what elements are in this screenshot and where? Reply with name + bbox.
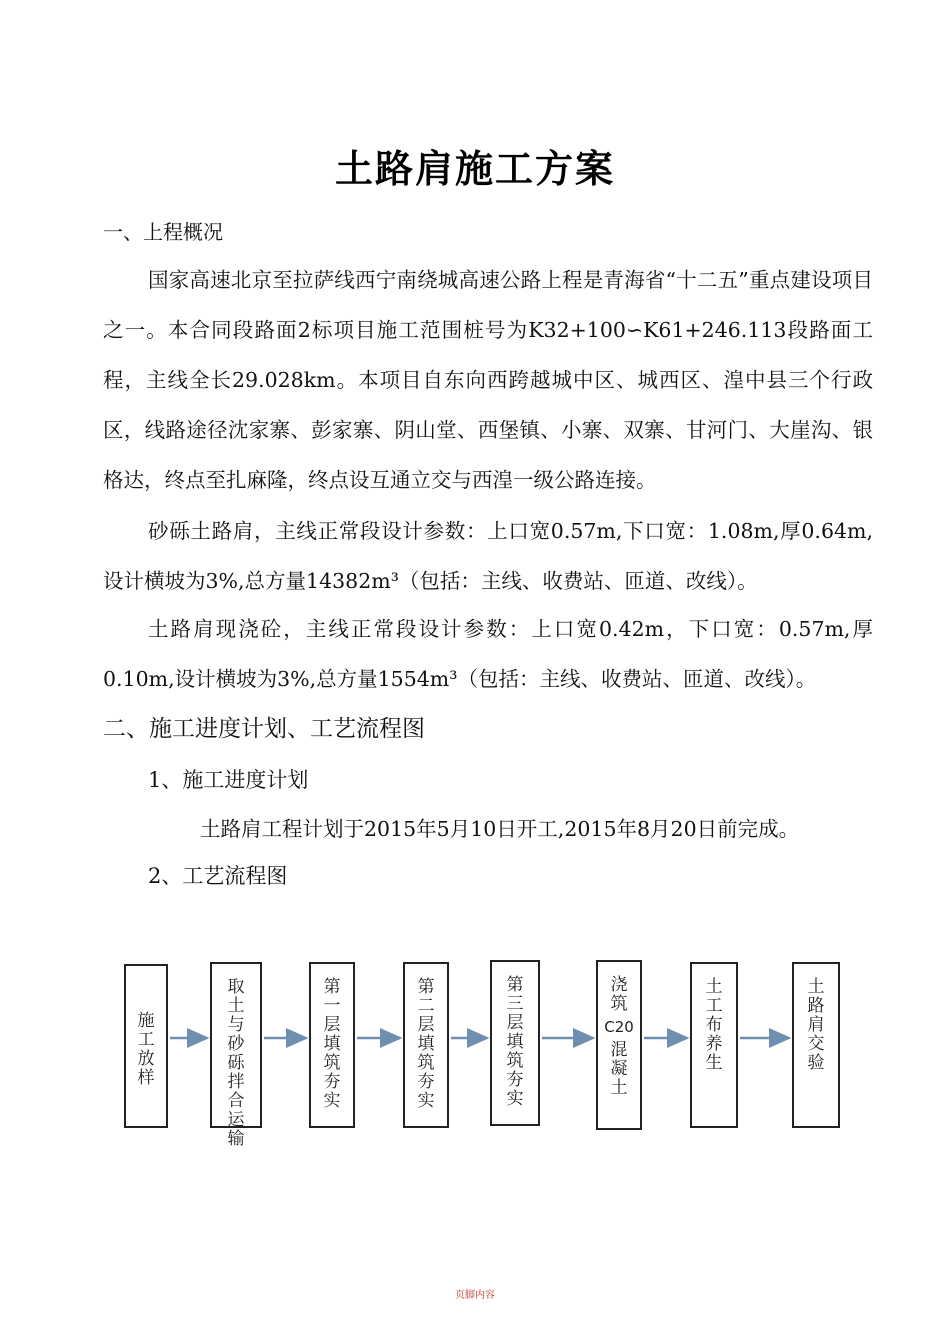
flow-step-7-char: 布 <box>705 1015 723 1035</box>
schedule-text: 土路肩工程计划于2015年5月10日开工,2015年8月20日前完成。 <box>200 817 800 841</box>
flow-step-4-char: 实 <box>417 1091 435 1111</box>
subsection1-heading: 1、施工进度计划 <box>148 768 309 792</box>
flow-step-2-char: 砂 <box>227 1034 245 1054</box>
section1-paragraph-1: 国家高速北京至拉萨线西宁南绕城高速公路上程是青海省“十二五”重点建设项目之一。本合同段路面2标项目施工范围桩号为K32+100∽K61+246.113段路面工程，主线全长29.028km。本项目自东向西跨越城中区、城西区、湟中县三个行政区，线路途径沈家寨、彭家寨、阴山堂、西堡镇、小寨、双寨、甘河门、大崖沟、银格达，终点至扎麻隆，终点设互通立交与西湟一级公路连接。 <box>103 268 873 492</box>
flow-step-7-char: 生 <box>705 1053 723 1073</box>
section1-paragraph-2: 砂砾土路肩，主线正常段设计参数：上口宽0.57m,下口宽：1.08m,厚0.64m,设计横坡为3%,总方量14382m³（包括：主线、收费站、匝道、改线）。 <box>103 519 873 593</box>
flow-step-3-char: 筑 <box>323 1053 341 1073</box>
page-footer: 页脚内容 <box>455 1290 495 1301</box>
flow-step-6-char: 土 <box>610 1078 628 1098</box>
flow-step-3-char: 层 <box>323 1015 341 1035</box>
subsection2-heading: 2、工艺流程图 <box>148 864 288 888</box>
flow-step-5-char: 层 <box>506 1013 524 1033</box>
flow-step-3-char: 实 <box>323 1091 341 1111</box>
process-flowchart <box>0 940 950 1150</box>
flow-step-6-char: 筑 <box>610 994 628 1014</box>
flow-step-2-char: 取 <box>227 977 245 997</box>
flow-step-2-char: 拌 <box>227 1072 245 1092</box>
flow-step-4 <box>403 962 449 1128</box>
flow-step-8 <box>792 962 840 1128</box>
flow-step-2-char: 砾 <box>227 1053 245 1073</box>
flow-step-8-char: 交 <box>807 1034 825 1054</box>
flow-step-4-char: 层 <box>417 1015 435 1035</box>
section1-heading: 一、上程概况 <box>103 220 223 244</box>
flow-step-2-char: 与 <box>227 1015 245 1035</box>
flow-step-1-char: 放 <box>137 1049 155 1069</box>
flow-step-3 <box>309 962 355 1128</box>
flow-step-3-char: 夯 <box>323 1072 341 1092</box>
flow-step-6-char: 浇 <box>610 975 628 995</box>
flow-step-2-char: 土 <box>227 996 245 1016</box>
section2-heading: 二、施工进度计划、工艺流程图 <box>103 716 425 742</box>
flow-step-5-char: 实 <box>506 1089 524 1109</box>
flow-step-4-char: 筑 <box>417 1053 435 1073</box>
flow-step-4-char: 第 <box>417 977 435 997</box>
flow-step-1 <box>124 964 168 1128</box>
flow-step-5-char: 筑 <box>506 1051 524 1071</box>
flow-step-6-char: 凝 <box>610 1059 628 1079</box>
flow-step-4-char: 填 <box>417 1034 435 1054</box>
flow-step-4-char: 夯 <box>417 1072 435 1092</box>
flow-step-6-char: 混 <box>610 1040 628 1060</box>
flow-step-5-char: 夯 <box>506 1070 524 1090</box>
flow-step-2-char: 合 <box>227 1091 245 1111</box>
flow-step-8-char: 肩 <box>807 1015 825 1035</box>
flow-step-5-char: 第 <box>506 975 524 995</box>
flow-step-4-char: 二 <box>417 996 435 1016</box>
flow-step-3-char: 填 <box>323 1034 341 1054</box>
flow-step-5-char: 填 <box>506 1032 524 1052</box>
flow-step-7 <box>690 962 738 1128</box>
flow-step-5-char: 三 <box>506 994 524 1014</box>
flow-step-7-char: 土 <box>705 977 723 997</box>
flow-step-1-char: 施 <box>137 1011 155 1031</box>
flow-step-3-char: 第 <box>323 977 341 997</box>
flow-step-1-char: 样 <box>137 1068 155 1088</box>
flow-step-7-char: 工 <box>705 996 723 1016</box>
flow-step-2 <box>210 962 262 1149</box>
flow-step-3-char: 一 <box>323 996 341 1016</box>
flow-step-5 <box>490 960 540 1126</box>
document-title: 土路肩施工方案 <box>334 147 615 191</box>
flow-step-1-char: 工 <box>137 1030 155 1050</box>
flow-step-6 <box>596 960 642 1130</box>
flow-step-8-char: 路 <box>807 996 825 1016</box>
flow-step-2-char: 运 <box>227 1110 245 1130</box>
flow-step-2-char: 输 <box>227 1129 245 1149</box>
flow-step-8-char: 土 <box>807 977 825 997</box>
flow-step-7-char: 养 <box>705 1034 723 1054</box>
flow-step-8-char: 验 <box>807 1053 825 1073</box>
flow-step-6-char: C20 <box>604 1018 634 1036</box>
section1-paragraph-3: 土路肩现浇砼，主线正常段设计参数：上口宽0.42m，下口宽：0.57m,厚0.10m,设计横坡为3%,总方量1554m³（包括：主线、收费站、匝道、改线）。 <box>103 617 873 691</box>
